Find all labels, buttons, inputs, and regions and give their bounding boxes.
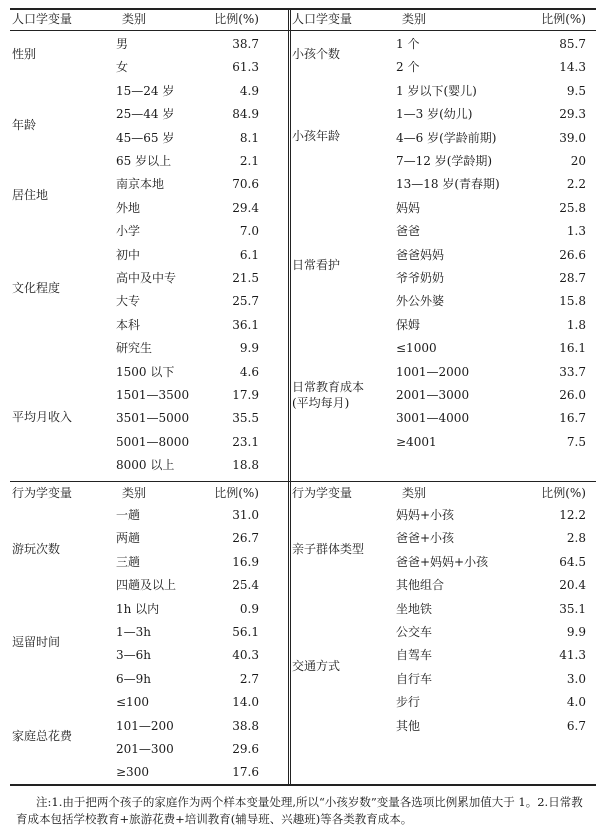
ratio-cell: 0.9 (239, 601, 259, 616)
ratio-cell: 61.3 (232, 60, 259, 75)
category-cell: 其他 (396, 718, 421, 733)
ratio-cell: 25.4 (232, 578, 259, 593)
group-label: 日常教育成本 (292, 379, 365, 394)
category-cell: 爸爸+妈妈+小孩 (396, 554, 489, 569)
header-ratio: 比例(%) (214, 486, 259, 500)
category-cell: 妈妈+小孩 (396, 508, 455, 522)
column-divider (288, 8, 291, 786)
header-variable: 行为学变量 (12, 486, 73, 500)
category-cell: 爸爸 (396, 224, 421, 239)
category-cell: 13—18 岁(青春期) (396, 177, 500, 192)
category-cell: 65 岁以上 (116, 154, 172, 168)
ratio-cell: 21.5 (232, 271, 259, 285)
category-cell: 一趟 (116, 508, 141, 522)
ratio-cell: 31.0 (232, 508, 259, 522)
category-cell: 自驾车 (396, 648, 433, 663)
category-cell: 小学 (116, 224, 141, 239)
category-cell: 高中及中专 (116, 271, 177, 285)
ratio-cell: 8.1 (239, 130, 259, 145)
category-cell: 3501—5000 (116, 411, 190, 426)
header-category: 类别 (402, 486, 427, 500)
category-cell: 25—44 岁 (116, 107, 175, 122)
ratio-cell: 2.2 (566, 177, 586, 192)
category-cell: 本科 (116, 317, 141, 332)
ratio-cell: 23.1 (232, 434, 259, 449)
category-cell: 四趟及以上 (116, 578, 177, 593)
ratio-cell: 25.8 (559, 200, 586, 215)
category-cell: 101—200 (116, 718, 174, 733)
group-label: 文化程度 (12, 281, 61, 296)
ratio-cell: 1.8 (566, 317, 586, 332)
header-category: 类别 (122, 486, 147, 500)
ratio-cell: 28.7 (559, 271, 586, 285)
category-cell: 女 (116, 60, 129, 75)
ratio-cell: 3.0 (566, 671, 586, 686)
group-label: 性别 (12, 47, 37, 62)
header-category: 类别 (122, 12, 147, 26)
ratio-cell: 40.3 (232, 648, 259, 663)
ratio-cell: 20 (570, 154, 586, 168)
ratio-cell: 38.7 (232, 37, 259, 51)
ratio-cell: 4.6 (239, 364, 259, 379)
header-ratio: 比例(%) (214, 12, 259, 26)
header-variable: 人口学变量 (12, 12, 73, 26)
category-cell: 1 个 (396, 37, 420, 51)
ratio-cell: 4.9 (239, 83, 259, 98)
category-cell: 4—6 岁(学龄前期) (396, 130, 497, 145)
group-label: (平均每月) (292, 395, 350, 410)
category-cell: 3001—4000 (396, 411, 470, 426)
ratio-cell: 85.7 (559, 37, 586, 51)
ratio-cell: 14.0 (232, 695, 259, 710)
category-cell: 步行 (396, 695, 421, 710)
category-cell: 初中 (116, 247, 141, 262)
ratio-cell: 29.4 (232, 200, 259, 215)
category-cell: ≥4001 (396, 434, 437, 449)
category-cell: 公交车 (396, 625, 433, 639)
header-category: 类别 (402, 12, 427, 26)
category-cell: 两趟 (116, 531, 141, 546)
category-cell: 1500 以下 (116, 364, 175, 379)
group-label: 游玩次数 (12, 541, 61, 556)
group-label: 居住地 (12, 187, 49, 202)
category-cell: ≤1000 (396, 341, 437, 356)
ratio-cell: 20.4 (559, 578, 586, 593)
category-cell: 南京本地 (116, 177, 165, 192)
ratio-cell: 36.1 (232, 317, 259, 332)
ratio-cell: 15.8 (559, 294, 586, 309)
header-ratio: 比例(%) (541, 12, 586, 26)
ratio-cell: 56.1 (232, 625, 259, 639)
category-cell: 5001—8000 (116, 434, 190, 449)
category-cell: 2001—3000 (396, 388, 470, 402)
category-cell: 6—9h (116, 671, 151, 686)
group-label: 亲子群体类型 (292, 541, 365, 556)
group-label: 年龄 (12, 117, 37, 132)
section-rule (10, 481, 596, 482)
category-cell: 201—300 (116, 742, 174, 756)
ratio-cell: 41.3 (559, 648, 586, 663)
category-cell: 保姆 (396, 317, 421, 332)
category-cell: ≤100 (116, 695, 149, 710)
header-rule (10, 30, 596, 31)
bottom-rule (10, 784, 596, 786)
ratio-cell: 64.5 (559, 554, 586, 569)
category-cell: 1 岁以下(婴儿) (396, 83, 477, 98)
ratio-cell: 26.7 (232, 531, 259, 546)
statistics-table (10, 8, 596, 786)
ratio-cell: 6.1 (239, 247, 259, 262)
category-cell: 研究生 (116, 341, 153, 356)
group-label: 小孩年龄 (292, 129, 341, 144)
category-cell: 外地 (116, 200, 141, 215)
header-ratio: 比例(%) (541, 486, 586, 500)
ratio-cell: 16.7 (559, 411, 586, 426)
category-cell: 1501—3500 (116, 388, 190, 402)
category-cell: 1—3h (116, 625, 151, 639)
ratio-cell: 2.7 (239, 671, 259, 686)
ratio-cell: 29.3 (559, 107, 586, 122)
category-cell: 1001—2000 (396, 364, 470, 379)
ratio-cell: 14.3 (559, 60, 586, 75)
category-cell: 男 (116, 37, 129, 51)
category-cell: 其他组合 (396, 578, 445, 593)
ratio-cell: 16.9 (232, 554, 259, 569)
ratio-cell: 35.5 (232, 411, 259, 426)
category-cell: 15—24 岁 (116, 83, 175, 98)
header-variable: 人口学变量 (292, 12, 353, 26)
category-cell: 外公外婆 (396, 294, 445, 309)
category-cell: 7—12 岁(学龄期) (396, 154, 493, 168)
header-variable: 行为学变量 (292, 486, 353, 500)
ratio-cell: 29.6 (232, 742, 259, 756)
category-cell: 坐地铁 (396, 601, 433, 616)
group-label: 小孩个数 (292, 47, 341, 62)
group-label: 日常看护 (292, 258, 341, 272)
ratio-cell: 6.7 (566, 718, 586, 733)
category-cell: 3—6h (116, 648, 151, 663)
ratio-cell: 26.6 (559, 247, 586, 262)
ratio-cell: 18.8 (232, 458, 259, 473)
ratio-cell: 84.9 (232, 107, 259, 122)
ratio-cell: 35.1 (559, 601, 586, 616)
category-cell: 爸爸妈妈 (396, 247, 445, 262)
ratio-cell: 25.7 (232, 294, 259, 309)
category-cell: 8000 以上 (116, 458, 175, 473)
group-label: 家庭总花费 (12, 729, 73, 743)
category-cell: 爷爷奶奶 (396, 271, 445, 285)
category-cell: 45—65 岁 (116, 130, 175, 145)
category-cell: 1h 以内 (116, 601, 160, 616)
ratio-cell: 9.9 (566, 625, 586, 639)
ratio-cell: 7.0 (239, 224, 259, 239)
category-cell: 三趟 (116, 554, 141, 569)
ratio-cell: 4.0 (566, 695, 586, 710)
group-label: 交通方式 (292, 658, 341, 673)
ratio-cell: 17.9 (232, 388, 259, 402)
ratio-cell: 38.8 (232, 718, 259, 733)
table-note: 注:1.由于把两个孩子的家庭作为两个样本变量处理,所以“小孩岁数”变量各选项比例累加值大于 1。2.日常教育成本包括学校教育+旅游花费+培训教育(辅导班、兴趣班)等各类教育成本。 (16, 795, 583, 826)
category-cell: 妈妈 (396, 200, 421, 215)
category-cell: 自行车 (396, 671, 433, 686)
ratio-cell: 26.0 (559, 388, 586, 402)
top-rule (10, 8, 596, 10)
ratio-cell: 9.9 (239, 341, 259, 356)
ratio-cell: 1.3 (566, 224, 586, 239)
ratio-cell: 7.5 (566, 434, 586, 449)
group-label: 逗留时间 (12, 635, 61, 650)
ratio-cell: 2.1 (239, 154, 259, 168)
category-cell: 1—3 岁(幼儿) (396, 107, 473, 122)
ratio-cell: 9.5 (566, 83, 586, 98)
ratio-cell: 70.6 (232, 177, 259, 192)
category-cell: 2 个 (396, 60, 420, 75)
category-cell: 大专 (116, 294, 141, 309)
ratio-cell: 17.6 (232, 765, 259, 780)
category-cell: ≥300 (116, 765, 149, 780)
ratio-cell: 16.1 (559, 341, 586, 356)
ratio-cell: 33.7 (559, 364, 586, 379)
ratio-cell: 2.8 (566, 531, 586, 546)
ratio-cell: 39.0 (559, 130, 586, 145)
category-cell: 爸爸+小孩 (396, 531, 455, 546)
group-label: 平均月收入 (12, 410, 73, 425)
ratio-cell: 12.2 (559, 508, 586, 522)
